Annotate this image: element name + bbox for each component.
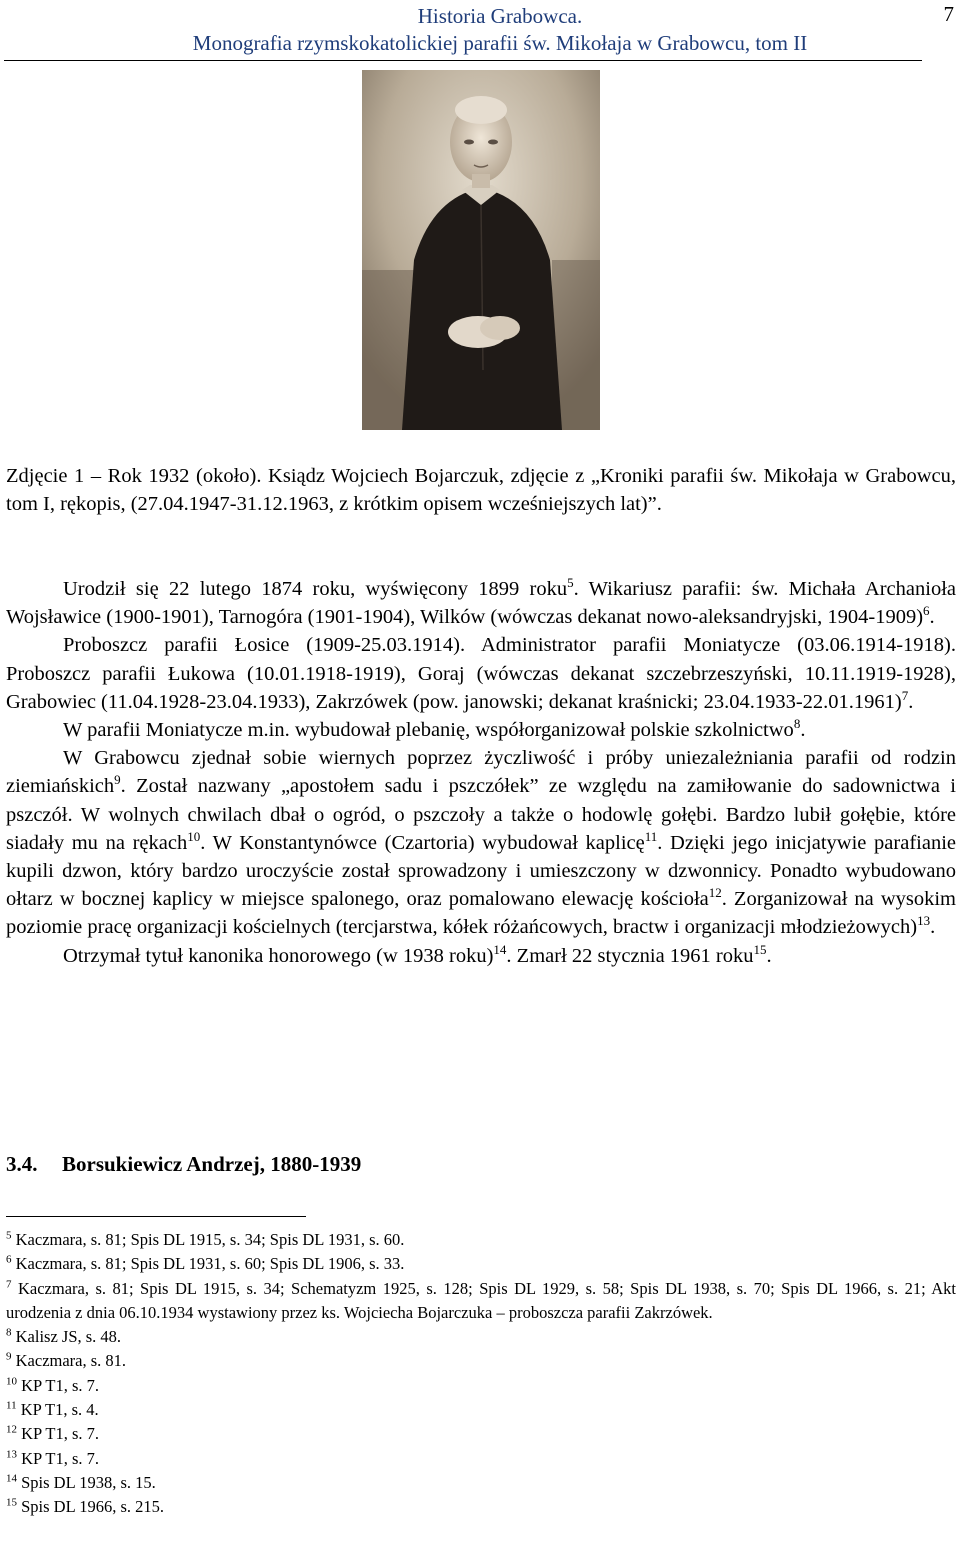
header-title: Historia Grabowca.: [417, 4, 583, 28]
footnotes: [6, 1228, 956, 1520]
bio-paragraph: [6, 744, 956, 941]
footnote-ref: 13: [917, 913, 931, 929]
footnote-text: Kaczmara, s. 81; Spis DL 1915, s. 34; Spis DL 1931, s. 60.: [11, 1230, 405, 1249]
footnote-ref: 5: [567, 575, 574, 591]
footnote-number: 10: [6, 1375, 17, 1388]
footnote-text: Kaczmara, s. 81; Spis DL 1915, s. 34; Schematyzm 1925, s. 128; Spis DL 1929, s. 58; Spis DL 1938, s. 70; Spis DL 1966, s. 21; Akt urodzenia z dnia 06.10.1934 wystawiony przez ks. Wojciecha Bojarczuka – proboszcza parafii Zakrzówek.: [6, 1278, 956, 1322]
footnote-text: Spis DL 1938, s. 15.: [17, 1472, 156, 1492]
footnote: [6, 1252, 956, 1276]
bio-text: .: [800, 719, 806, 742]
footnote-separator: [6, 1216, 306, 1217]
footnote-number: 14: [6, 1472, 17, 1485]
footnote: [6, 1495, 956, 1519]
bio-text: Proboszcz parafii Łosice (1909-25.03.1914). Administrator parafii Moniatycze (03.06.1914-1918). Proboszcz parafii Łukowa (10.01.1918-1919), Goraj (wówczas dekanat szczebrzeszyński, 10.11.1919-1928), Grabowiec (11.04.1928-23.04.1933), Zakrzówek (pow. janowski; dekanat kraśnicki; 23.04.1933-22.01.1961): [6, 634, 956, 713]
footnote: [6, 1277, 956, 1326]
bio-text: . Zorganizował na wysokim poziomie pracę organizacji kościelnych (tercjarstwa, kółek różańcowych, bractw i organizacji młodzieżowych): [6, 888, 956, 939]
footnote-number: 15: [6, 1496, 17, 1509]
bio-text: W Grabowcu zjednał sobie wiernych poprzez życzliwość i próby uniezależniania parafii od rodzin ziemiańskich: [6, 747, 956, 798]
footnote: [6, 1471, 956, 1495]
header-rule: [4, 60, 922, 61]
footnote-ref: 8: [793, 716, 801, 732]
footnote: [6, 1398, 956, 1422]
header-subtitle: Monografia rzymskokatolickiej parafii św. Mikołaja w Grabowcu, tom II: [192, 31, 808, 55]
footnote-number: 9: [6, 1350, 12, 1363]
footnote-ref: 15: [753, 941, 767, 957]
bio-text: . W Konstantynówce (Czartoria) wybudował kaplicę: [200, 831, 645, 854]
footnote-text: KP T1, s. 7.: [17, 1448, 100, 1468]
footnote-number: 12: [6, 1423, 17, 1436]
bio-text: .: [908, 690, 914, 713]
footnote-number: 5: [6, 1229, 12, 1242]
priest-photo: [362, 70, 600, 430]
footnote: [6, 1325, 956, 1349]
footnote-text: KP T1, s. 7.: [17, 1424, 100, 1444]
bio-paragraph: [6, 716, 956, 744]
footnote: [6, 1228, 956, 1252]
footnote-text: Spis DL 1966, s. 215.: [17, 1497, 164, 1517]
bio-text: W parafii Moniatycze m.in. wybudował plebanię, współorganizował polskie szkolnictwo: [63, 719, 794, 742]
footnote: [6, 1447, 956, 1471]
bio-text: . Został nazwany „apostołem sadu i pszczółek” ze względu na zamiłowanie do sadownictwa i pszczół. W wolnych chwilach dbał o ogród, o pszczoły a także o hodowlę gołębi. Bardzo lubił gołębie, które siadały mu na rękach: [6, 775, 956, 854]
page-header: [0, 0, 960, 62]
bio-paragraph: [6, 575, 956, 631]
footnote-text: Kalisz JS, s. 48.: [11, 1327, 122, 1347]
bio-paragraph: [6, 942, 956, 970]
footnote-text: Kaczmara, s. 81.: [11, 1351, 127, 1371]
footnote-ref: 6: [923, 603, 930, 619]
biography-text: [6, 575, 956, 970]
footnote-text: Kaczmara, s. 81; Spis DL 1931, s. 60; Spis DL 1906, s. 33.: [11, 1254, 405, 1274]
bio-paragraph: [6, 631, 956, 716]
section-heading: [6, 1152, 361, 1177]
footnote-text: KP T1, s. 4.: [16, 1400, 99, 1420]
footnote-text: KP T1, s. 7.: [17, 1375, 100, 1395]
bio-text: Otrzymał tytuł kanonika honorowego (w 1938 roku): [63, 944, 494, 967]
photo-caption: Zdjęcie 1 – Rok 1932 (około). Ksiądz Wojciech Bojarczuk, zdjęcie z „Kroniki parafii św. Mikołaja w Grabowcu, tom I, rękopis, (27.04.1947-31.12.1963, z krótkim opisem wcześniejszych lat)”.: [6, 465, 956, 516]
bio-text: .: [930, 916, 936, 939]
footnote-number: 8: [6, 1326, 12, 1339]
footnote-number: 11: [6, 1399, 17, 1412]
footnote: [6, 1374, 956, 1398]
section-number: 3.4.: [6, 1152, 38, 1176]
bio-text: .: [766, 944, 772, 967]
footnote-ref: 7: [901, 687, 909, 703]
bio-text: . Dzięki jego inicjatywie parafianie kupili dzwon, który bardzo uroczyście został sprowadzony i umieszczony w dzwonnicy. Ponadto wybudowano ołtarz w bocznej kaplicy w miejsce spalonego, oraz pomalowano elewację kościoła: [6, 831, 956, 911]
priest-photo-image: [362, 70, 600, 430]
footnote-ref: 10: [187, 829, 201, 844]
footnote-ref: 9: [114, 772, 121, 788]
bio-text: .: [929, 606, 935, 629]
footnote-ref: 12: [708, 885, 722, 901]
footnote: [6, 1349, 956, 1373]
footnote-ref: 14: [493, 941, 507, 957]
footnote-number: 7: [6, 1278, 12, 1291]
footnote-number: 6: [6, 1253, 12, 1266]
section-title: Borsukiewicz Andrzej, 1880-1939: [62, 1152, 362, 1176]
bio-text: Urodził się 22 lutego 1874 roku, wyświęcony 1899 roku: [63, 578, 568, 600]
footnote-number: 13: [6, 1448, 17, 1461]
bio-text: . Zmarł 22 stycznia 1961 roku: [506, 944, 754, 967]
footnote-ref: 11: [644, 829, 658, 844]
footnote: [6, 1422, 956, 1446]
bio-text: . Wikariusz parafii: św. Michała Archanioła Wojsławice (1900-1901), Tarnogóra (1901-1904), Wilków (wówczas dekanat nowo-aleksandryjski, 1904-1909): [6, 578, 956, 629]
page-number: 7: [943, 2, 954, 26]
